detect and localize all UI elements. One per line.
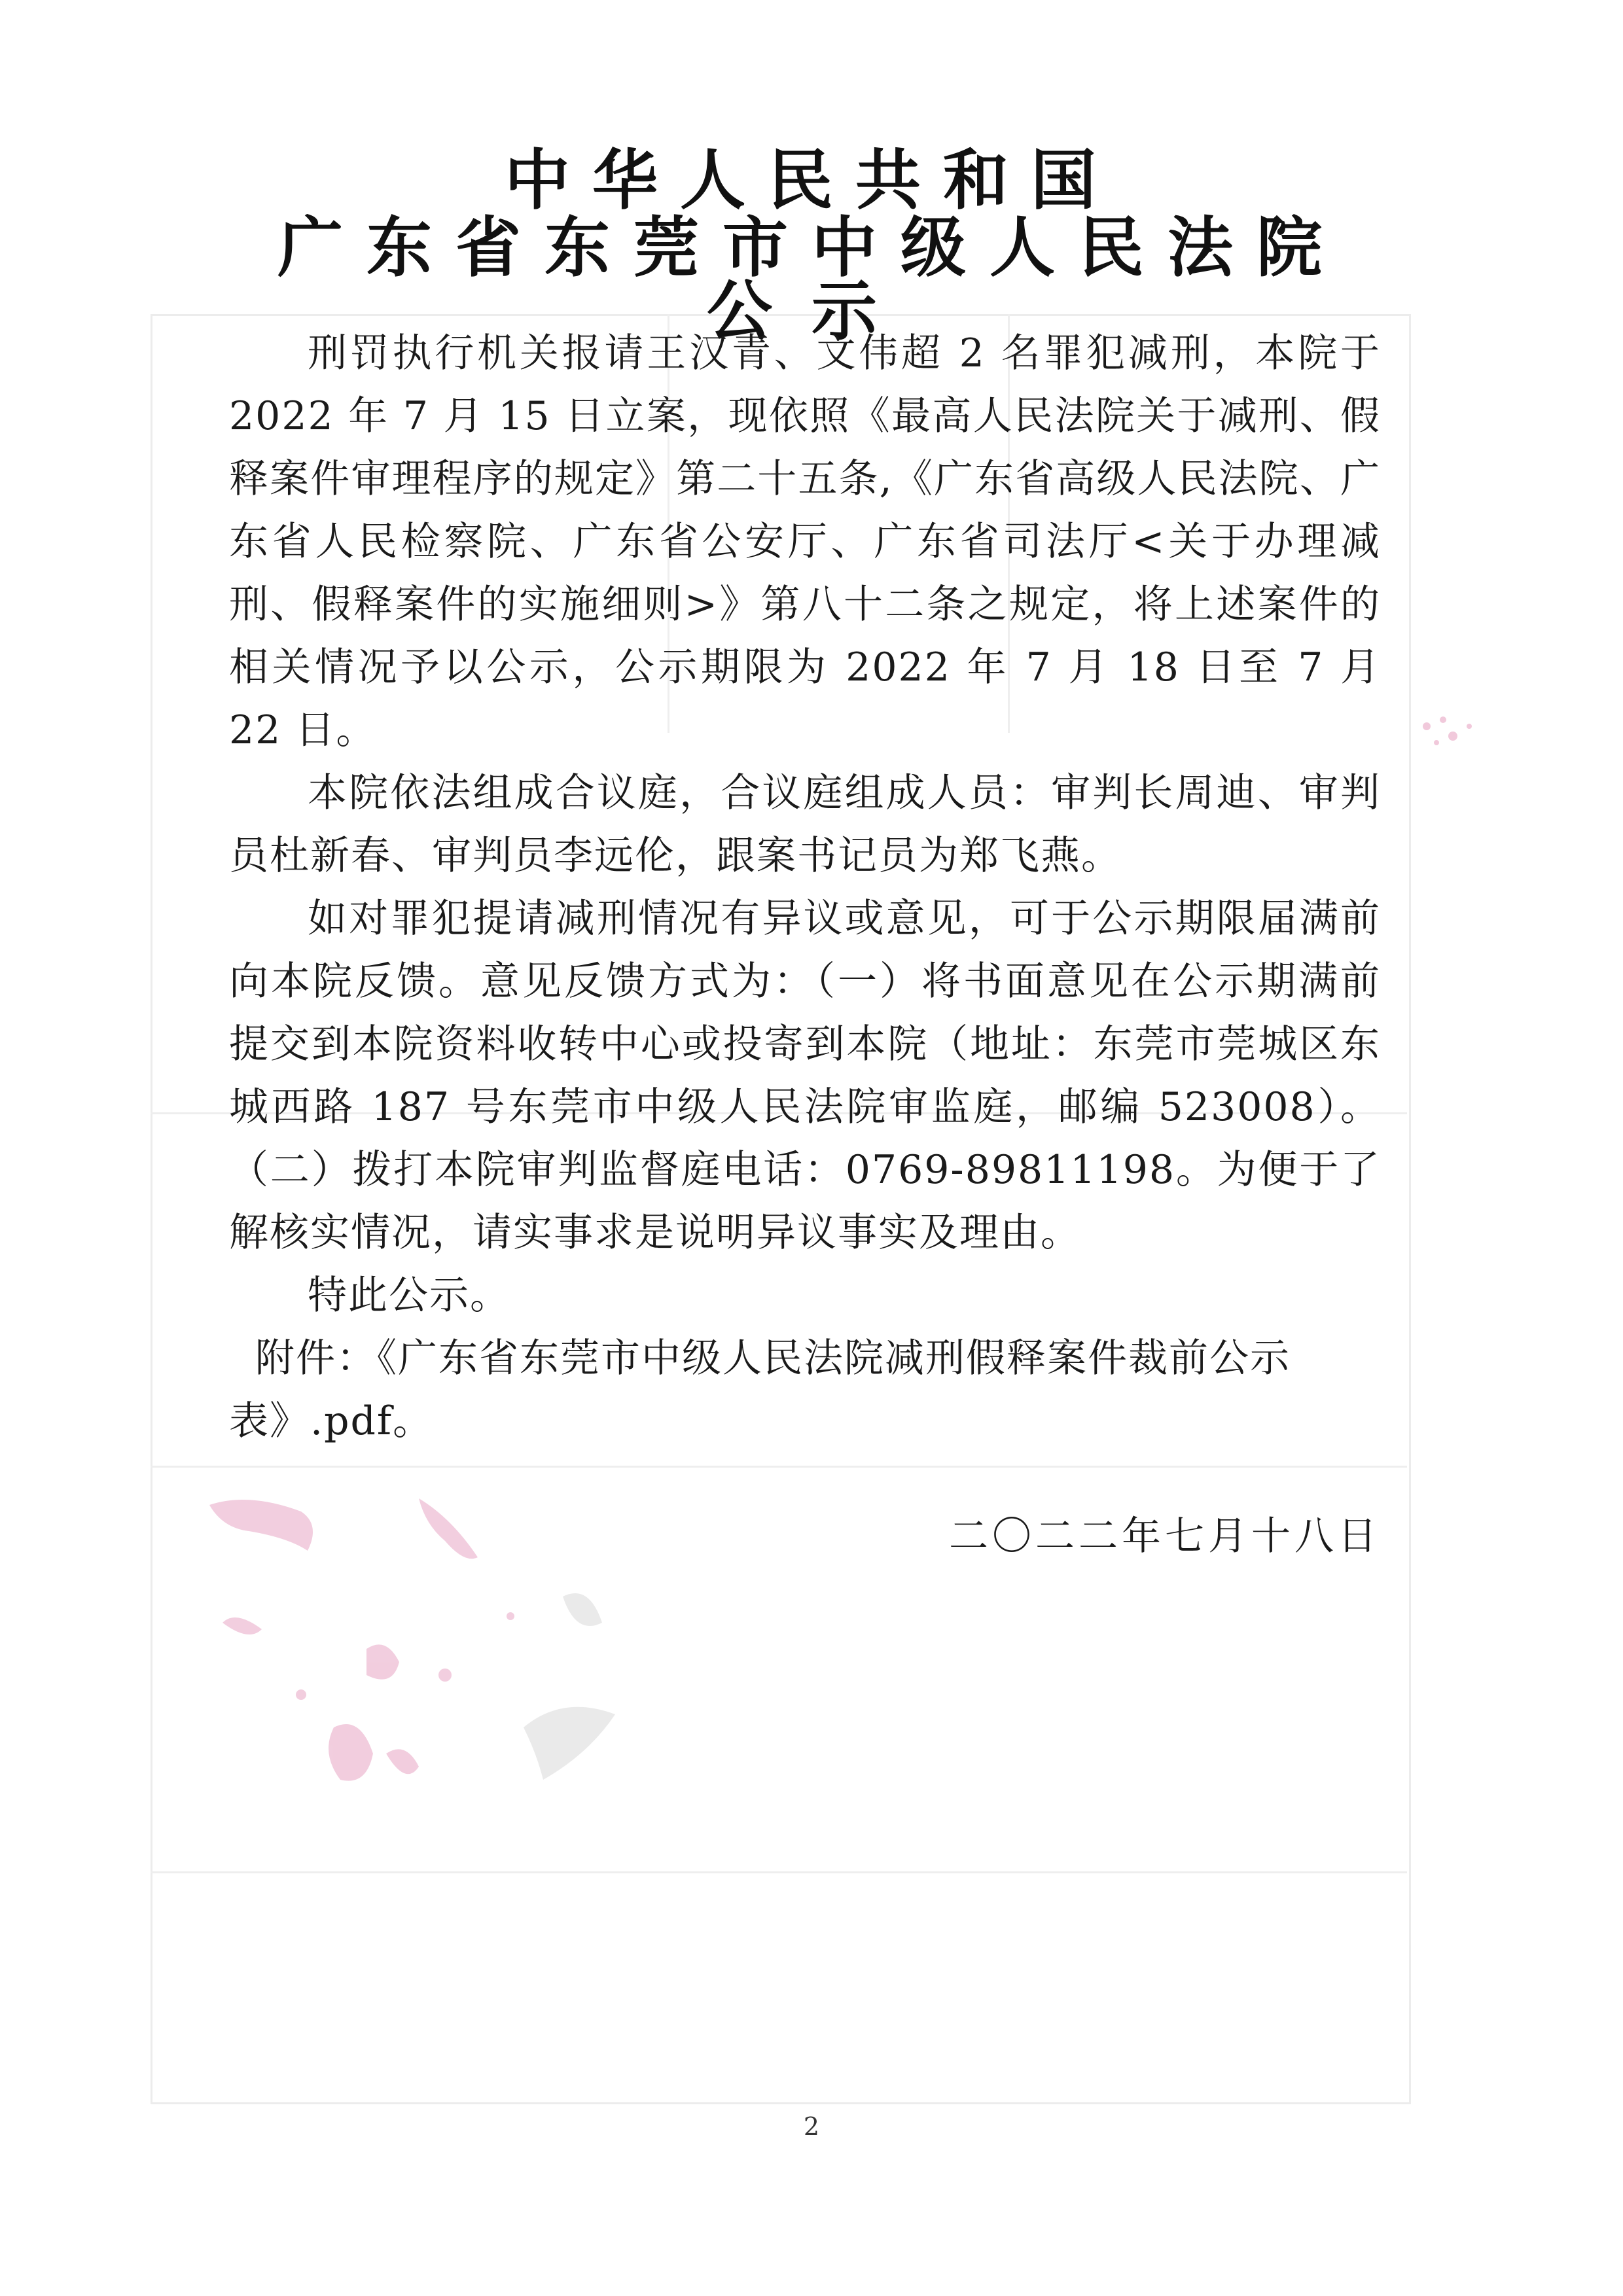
attachment-link[interactable]: 表》.pdf。 <box>229 1398 434 1444</box>
bleed-through-rule <box>151 1466 1407 1468</box>
bleed-through-rule <box>151 1871 1407 1873</box>
seal-residue-icon <box>170 1479 668 1845</box>
attachment-note <box>229 1327 1381 1453</box>
paragraph-collegial-panel <box>229 762 1381 887</box>
attachment-line: 附件：《广东省东莞市中级人民法院减刑假释案件裁前公示 <box>255 1335 1291 1381</box>
page-number: 2 <box>803 2112 820 2141</box>
paragraph-text: 刑罚执行机关报请王汉青、文伟超 2 名罪犯减刑，本院于 2022 年 7 月 15 日立案，现依照《最高人民法院关于减刑、假释案件审理程序的规定》第二十五条,《广东省高级人民法院、广东省人民检察院、广东省公安厅、广东省司法厅<关于办理减刑、假释案件的实施细则>》第八十二条之规定，将上述案件的相关情况予以公示，公示期限为 2022 年 7 月 18 日至 7 月 22 日。 <box>229 330 1381 753</box>
seal-fragment-icon <box>1414 707 1492 759</box>
paragraph-closing <box>229 1264 1381 1327</box>
paragraph-text: 本院依法组成合议庭，合议庭组成人员：审判长周迪、审判员杜新春、审判员李远伦，跟案书记员为郑飞燕。 <box>229 770 1381 879</box>
paragraph-feedback <box>229 887 1381 1264</box>
heading-notice: 公示 <box>707 273 916 349</box>
paragraph-text: 如对罪犯提请减刑情况有异议或意见，可于公示期限届满前向本院反馈。意见反馈方式为：（一）将书面意见在公示期满前提交到本院资料收转中心或投寄到本院（地址：东莞市莞城区东城西路 187 号东莞市中级人民法院审监庭，邮编 523008）。（二）拨打本院审判监督庭电话：0769-89811198。为便于了解核实情况，请实事求是说明异议事实及理由。 <box>229 896 1381 1256</box>
paragraph-text: 特此公示。 <box>308 1273 510 1318</box>
issue-date: 二〇二二年七月十八日 <box>949 1513 1381 1559</box>
paragraph-case-filing <box>229 322 1381 762</box>
heading-court: 广东省东莞市中级人民法院 <box>277 209 1346 286</box>
heading-country: 中华人民共和国 <box>505 142 1118 219</box>
